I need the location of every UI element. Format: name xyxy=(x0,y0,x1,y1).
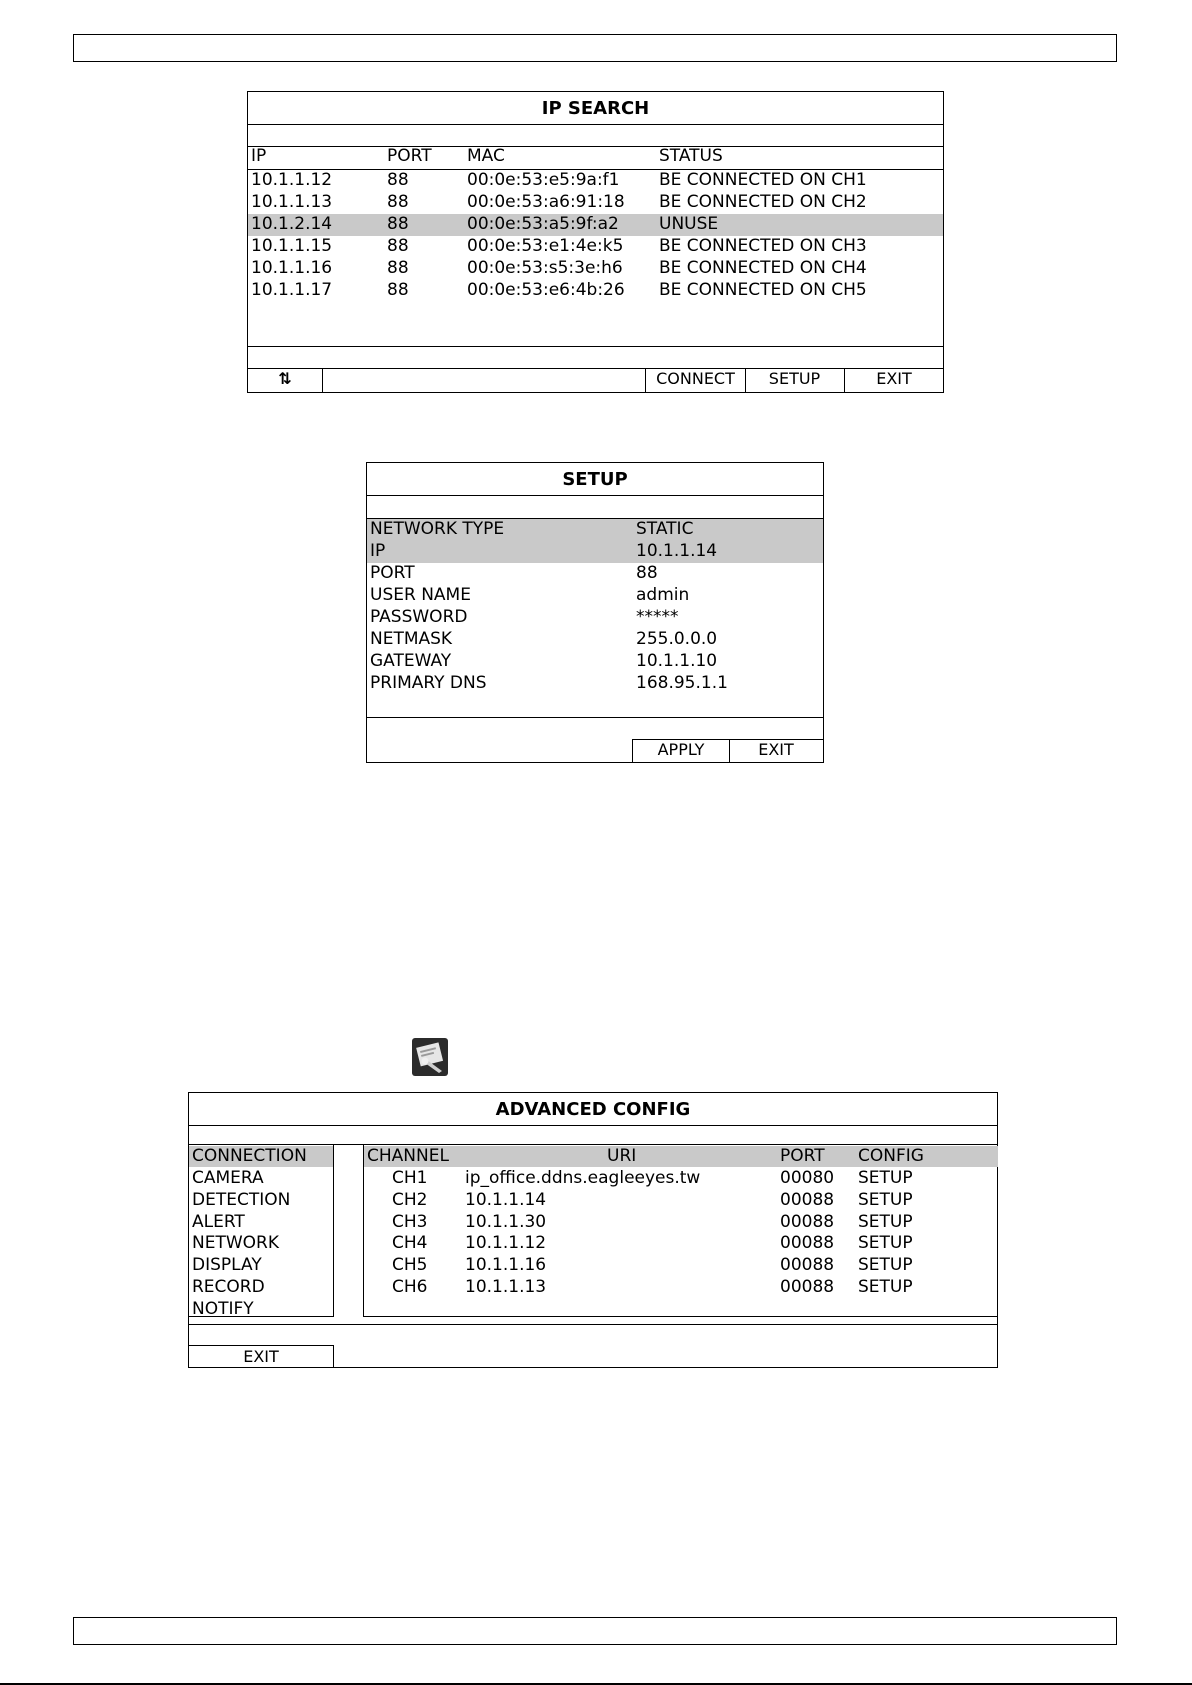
row-status: UNUSE xyxy=(659,214,719,234)
row-uri: 10.1.1.30 xyxy=(465,1212,547,1232)
setting-value[interactable]: 88 xyxy=(636,563,658,583)
refresh-button[interactable] xyxy=(248,368,323,392)
menu-item-record[interactable]: RECORD xyxy=(192,1277,265,1297)
exit-button[interactable]: EXIT xyxy=(876,369,912,388)
exit-button[interactable]: EXIT xyxy=(189,1345,334,1368)
menu-item-network[interactable]: NETWORK xyxy=(192,1233,279,1253)
setting-value[interactable]: 168.95.1.1 xyxy=(636,673,728,693)
setting-label: NETWORK TYPE xyxy=(370,519,505,539)
row-ip: 10.1.1.16 xyxy=(251,258,333,278)
row-port: 88 xyxy=(387,258,409,278)
row-channel: CH2 xyxy=(392,1190,428,1210)
row-status: BE CONNECTED ON CH2 xyxy=(659,192,867,212)
setup-dialog xyxy=(366,462,824,763)
row-port: 00088 xyxy=(780,1190,835,1210)
row-uri: ip_office.ddns.eagleeyes.tw xyxy=(465,1168,701,1188)
header-channel: CHANNEL xyxy=(367,1146,449,1166)
row-channel: CH3 xyxy=(392,1212,428,1232)
setting-label: IP xyxy=(370,541,386,561)
row-status: BE CONNECTED ON CH1 xyxy=(659,170,867,190)
row-status: BE CONNECTED ON CH4 xyxy=(659,258,867,278)
row-mac: 00:0e:53:e5:9a:f1 xyxy=(467,170,620,190)
menu-item-camera[interactable]: CAMERA xyxy=(192,1168,264,1188)
refresh-icon: ⇅ xyxy=(278,369,292,388)
row-port: 00088 xyxy=(780,1277,835,1297)
row-uri: 10.1.1.16 xyxy=(465,1255,547,1275)
page-header-bar xyxy=(73,34,1117,62)
channel-table xyxy=(363,1145,998,1317)
header-mac: MAC xyxy=(467,146,505,166)
setting-label: GATEWAY xyxy=(370,651,452,671)
row-status: BE CONNECTED ON CH5 xyxy=(659,280,867,300)
row-channel: CH1 xyxy=(392,1168,428,1188)
setting-value[interactable]: 10.1.1.14 xyxy=(636,541,718,561)
setting-label: NETMASK xyxy=(370,629,453,649)
setting-label: USER NAME xyxy=(370,585,471,605)
row-setup-button[interactable]: SETUP xyxy=(858,1212,913,1232)
row-mac: 00:0e:53:s5:3e:h6 xyxy=(467,258,623,278)
setup-button[interactable]: SETUP xyxy=(745,368,845,392)
ip-search-dialog xyxy=(247,91,944,393)
header-uri: URI xyxy=(607,1146,637,1166)
connect-button[interactable]: CONNECT xyxy=(645,368,746,392)
setup-title: SETUP xyxy=(562,469,628,490)
exit-button[interactable]: EXIT xyxy=(758,740,794,759)
advanced-config-tool-icon[interactable] xyxy=(412,1038,448,1076)
menu-item-notify[interactable]: NOTIFY xyxy=(192,1299,254,1319)
menu-item-display[interactable]: DISPLAY xyxy=(192,1255,262,1275)
row-channel: CH4 xyxy=(392,1233,428,1253)
row-mac: 00:0e:53:a6:91:18 xyxy=(467,192,625,212)
ip-search-title: IP SEARCH xyxy=(541,98,650,119)
row-setup-button[interactable]: SETUP xyxy=(858,1233,913,1253)
row-port: 00088 xyxy=(780,1255,835,1275)
header-port: PORT xyxy=(780,1146,825,1166)
row-port: 88 xyxy=(387,192,409,212)
row-setup-button[interactable]: SETUP xyxy=(858,1168,913,1188)
apply-button[interactable]: APPLY xyxy=(632,739,730,762)
row-port: 88 xyxy=(387,280,409,300)
row-ip: 10.1.1.17 xyxy=(251,280,333,300)
row-channel: CH6 xyxy=(392,1277,428,1297)
row-port: 88 xyxy=(387,236,409,256)
row-setup-button[interactable]: SETUP xyxy=(858,1255,913,1275)
setting-value[interactable]: 255.0.0.0 xyxy=(636,629,718,649)
row-ip: 10.1.1.15 xyxy=(251,236,333,256)
row-port: 88 xyxy=(387,170,409,190)
row-port: 00088 xyxy=(780,1212,835,1232)
row-ip: 10.1.1.13 xyxy=(251,192,333,212)
config-menu xyxy=(189,1145,334,1317)
row-uri: 10.1.1.13 xyxy=(465,1277,547,1297)
setting-value[interactable]: STATIC xyxy=(636,519,694,539)
setting-label: PASSWORD xyxy=(370,607,468,627)
header-ip: IP xyxy=(251,146,267,166)
row-port: 88 xyxy=(387,214,409,234)
setting-label: PRIMARY DNS xyxy=(370,673,487,693)
row-uri: 10.1.1.12 xyxy=(465,1233,547,1253)
row-ip: 10.1.1.12 xyxy=(251,170,333,190)
row-port: 00080 xyxy=(780,1168,835,1188)
header-port: PORT xyxy=(387,146,432,166)
menu-item-connection[interactable]: CONNECTION xyxy=(192,1146,307,1166)
row-channel: CH5 xyxy=(392,1255,428,1275)
row-mac: 00:0e:53:a5:9f:a2 xyxy=(467,214,619,234)
advanced-config-dialog xyxy=(188,1092,998,1368)
menu-item-detection[interactable]: DETECTION xyxy=(192,1190,291,1210)
row-status: BE CONNECTED ON CH3 xyxy=(659,236,867,256)
setting-value[interactable]: ***** xyxy=(636,607,679,627)
menu-item-alert[interactable]: ALERT xyxy=(192,1212,245,1232)
row-setup-button[interactable]: SETUP xyxy=(858,1190,913,1210)
page-footer-bar xyxy=(73,1617,1117,1645)
row-mac: 00:0e:53:e6:4b:26 xyxy=(467,280,625,300)
row-mac: 00:0e:53:e1:4e:k5 xyxy=(467,236,624,256)
header-config: CONFIG xyxy=(858,1146,924,1166)
advanced-config-title: ADVANCED CONFIG xyxy=(495,1099,691,1120)
row-setup-button[interactable]: SETUP xyxy=(858,1277,913,1297)
row-port: 00088 xyxy=(780,1233,835,1253)
setting-value[interactable]: 10.1.1.10 xyxy=(636,651,718,671)
setting-label: PORT xyxy=(370,563,415,583)
row-ip: 10.1.2.14 xyxy=(251,214,333,234)
setting-value[interactable]: admin xyxy=(636,585,690,605)
header-status: STATUS xyxy=(659,146,723,166)
row-uri: 10.1.1.14 xyxy=(465,1190,547,1210)
